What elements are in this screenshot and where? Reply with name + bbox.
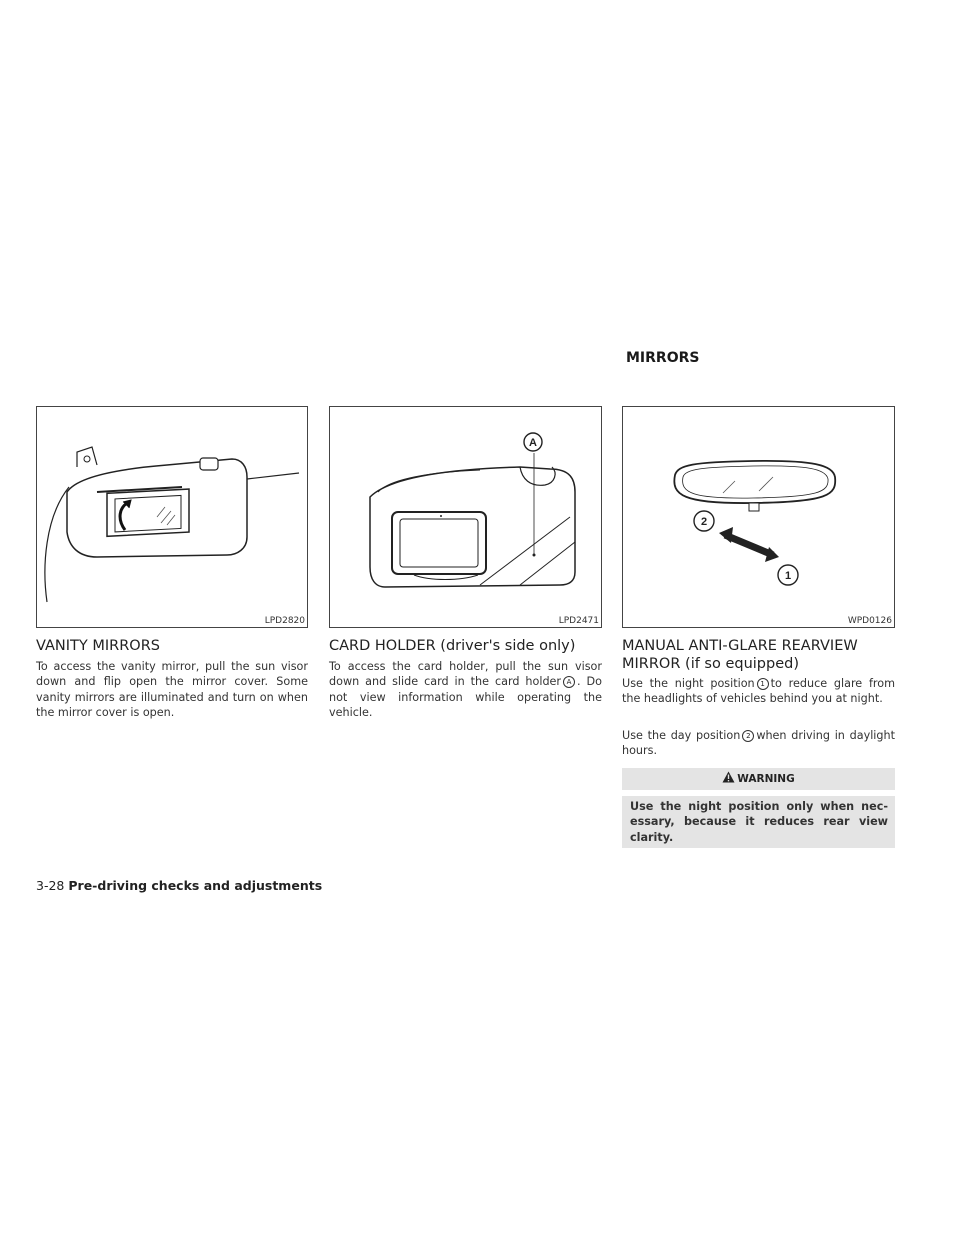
day-position-text: Use the day position 2 when driving in daylight hours. [622, 729, 895, 758]
figure-code: LPD2820 [264, 616, 305, 626]
warning-triangle-icon [722, 771, 735, 783]
rearview-mirror-illustration [623, 407, 896, 629]
chapter-title: Pre-driving checks and adjustments [68, 878, 323, 893]
card-holder-heading: CARD HOLDER (driver's side only) [329, 638, 576, 654]
card-holder-figure [329, 406, 602, 628]
night-position-text: Use the night position 1 to reduce glare from the headlights of vehicles behind you at night. [622, 677, 895, 706]
callout-1: 1 [784, 570, 792, 582]
marker-a: A [563, 676, 575, 688]
manual-mirror-heading: MANUAL ANTI-GLARE REARVIEW MIRROR (if so equipped) [622, 638, 858, 672]
card-holder-body: To access the card holder, pull the sun visor down and slide card in the card holder A . Do not view information while operating the vehicle. [329, 660, 602, 720]
callout-a: A [529, 437, 537, 449]
section-title: MIRRORS [626, 350, 700, 366]
vanity-mirror-figure [36, 406, 308, 628]
vanity-mirrors-body: To access the vanity mirror, pull the sun visor down and flip open the mirror cover. Some vanity mirrors are illuminated and turn on when the mirror cover is open. [36, 660, 308, 720]
rearview-mirror-figure [622, 406, 895, 628]
figure-code: LPD2471 [558, 616, 599, 626]
page-number: 3-28 [36, 878, 65, 893]
marker-2: 2 [742, 730, 754, 742]
page-footer [36, 878, 322, 893]
warning-title: WARNING [737, 773, 795, 785]
warning-text: Use the night position only when nec- essary, because it reduces rear view clarity. [630, 800, 888, 844]
warning-header [622, 768, 895, 790]
marker-1: 1 [757, 678, 769, 690]
sun-visor-card-holder-illustration [330, 407, 603, 629]
vanity-mirrors-heading: VANITY MIRRORS [36, 638, 160, 654]
sun-visor-vanity-illustration [37, 407, 309, 629]
callout-2: 2 [700, 516, 708, 528]
figure-code: WPD0126 [847, 616, 892, 626]
